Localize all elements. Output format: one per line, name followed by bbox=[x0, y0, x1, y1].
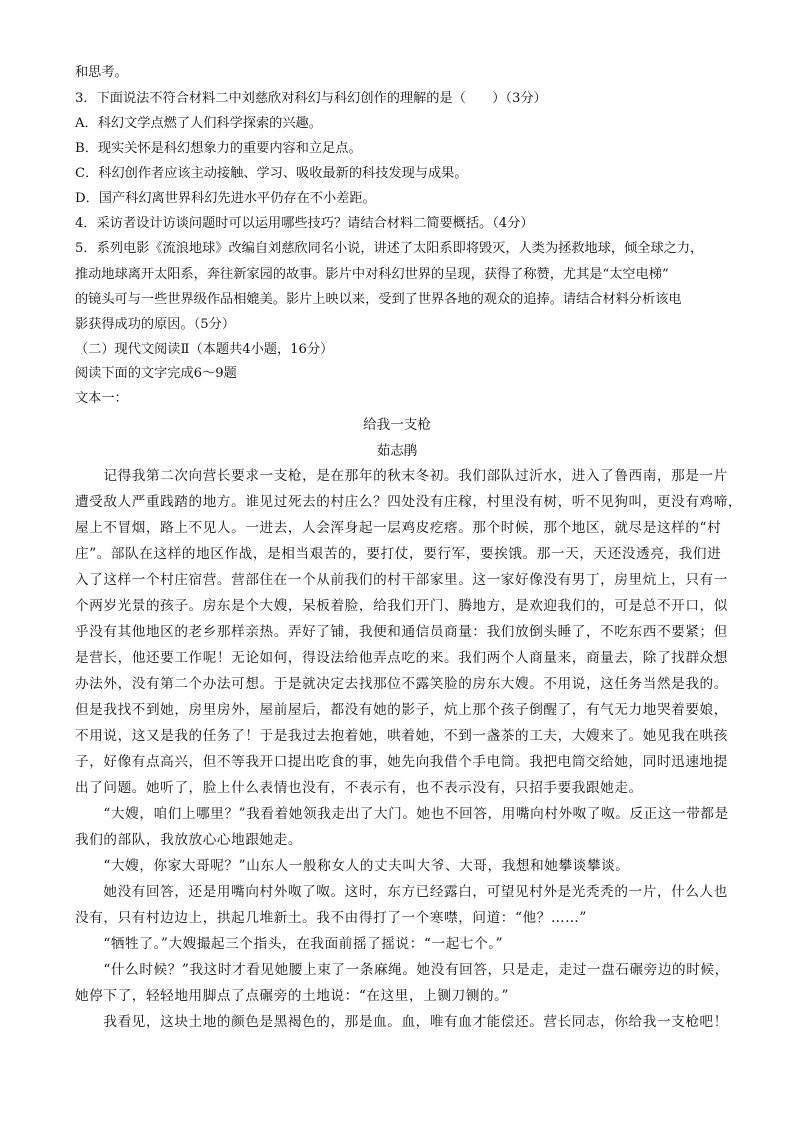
story-line: 乎没有其他地区的老乡那样亲热。弄好了铺，我便和通信员商量：我们放倒头睡了，不吃东西不要紧；但 bbox=[75, 624, 728, 640]
section-heading: （二）现代文阅读Ⅱ（本题共4小题，16分） bbox=[75, 342, 334, 357]
option-a: A．科幻文学点燃了人们科学探索的兴趣。 bbox=[75, 116, 322, 131]
story-line: 她停下了，轻轻地用脚点了点碾旁的土地说：“在这里，上铡刀铡的。” bbox=[75, 988, 510, 1004]
option-b: B．现实关怀是科幻想象力的重要内容和立足点。 bbox=[75, 141, 362, 156]
story-line: 记得我第二次向营长要求一支枪，是在那年的秋末冬初。我们部队过沂水，进入了鲁西南，那是一片 bbox=[75, 468, 728, 484]
story-line: 办法外，没有第二个办法可想。于是就决定去找那位不露笑脸的房东大嫂。不用说，这任务当然是我的。 bbox=[75, 676, 728, 692]
story-line: 庄”。部队在这样的地区作战，是相当艰苦的，要打仗，要行军，要挨饿。那一天，天还没透亮，我们进 bbox=[75, 546, 722, 562]
story-title: 给我一支枪 bbox=[363, 417, 431, 433]
story-line: “牺牲了。”大嫂撮起三个指头，在我面前摇了摇说：“一起七个。” bbox=[75, 936, 504, 952]
story-line: “什么时候？”我这时才看见她腰上束了一条麻绳。她没有回答，只是走，走过一盘石碾旁边的时候， bbox=[75, 962, 729, 978]
option-d: D．国产科幻离世界科幻先进水平仍存在不小差距。 bbox=[75, 191, 376, 206]
story-line: 我们的部队，我放放心心地跟她走。 bbox=[75, 832, 303, 848]
story-line: 是营长，他还要工作呢！无论如何，得设法给他弄点吃的来。我们两个人商量来，商量去，除了找群众想 bbox=[75, 650, 728, 666]
text-line: 和思考。 bbox=[75, 65, 128, 80]
question-3: 3．下面说法不符合材料二中刘慈欣对科幻与科幻创作的理解的是（ ）（3分） bbox=[75, 91, 547, 106]
story-line: 不用说，这又是我的任务了！于是我过去抱着她，哄着她，不到一盏茶的工夫，大嫂来了。她见我在哄孩 bbox=[75, 728, 728, 744]
story-line: 子，好像有点高兴，但不等我开口提出吃食的事，她先向我借个手电筒。我把电筒交给她，同时迅速地提 bbox=[75, 754, 728, 770]
option-c: C．科幻创作者应该主动接触、学习、吸收最新的科技发现与成果。 bbox=[75, 166, 468, 181]
story-line: 但是我找不到她，房里房外，屋前屋后，都没有她的影子，炕上那个孩子倒醒了，有气无力地哭着要娘， bbox=[75, 702, 728, 718]
story-line: 出了问题。她听了，脸上什么表情也没有，不表示有，也不表示没有，只招手要我跟她走。 bbox=[75, 780, 643, 796]
story-line: 入了这样一个村庄宿营。营部住在一个从前我们的村干部家里。这一家好像没有男丁，房里炕上，只有一 bbox=[75, 572, 728, 588]
story-line: 没有，只有村边边上，拱起几堆新土。我不由得打了一个寒噤，问道：“他？……” bbox=[75, 910, 587, 926]
question-4: 4．采访者设计访谈问题时可以运用哪些技巧？请结合材料二简要概括。（4分） bbox=[75, 216, 534, 231]
story-line: 屋上不冒烟，路上不见人。一进去，人会浑身起一层鸡皮疙瘩。那个时候，那个地区，就尽是这样的“村 bbox=[75, 520, 722, 536]
text-label: 文本一： bbox=[75, 391, 128, 406]
story-line: “大嫂，咱们上哪里？”我看着她领我走出了大门。她也不回答，用嘴向村外呶了呶。反正这一带都是 bbox=[75, 806, 729, 822]
story-line: 遭受敌人严重践踏的地方。谁见过死去的村庄么？四处没有庄稼，村里没有树，听不见狗叫，更没有鸡啼， bbox=[75, 494, 743, 510]
text-line: 的镜头可与一些世界级作品相媲美。影片上映以来，受到了世界各地的观众的追捧。请结合材料分析该电 bbox=[75, 292, 682, 307]
text-line: 影获得成功的原因。（5分） bbox=[75, 317, 236, 332]
story-line: “大嫂，你家大哥呢？”山东人一般称女人的丈夫叫大爷、大哥，我想和她攀谈攀谈。 bbox=[75, 858, 630, 874]
question-5: 5．系列电影《流浪地球》改编自刘慈欣同名小说，讲述了太阳系即将毁灭，人类为拯救地球，倾全球之力， bbox=[75, 241, 704, 256]
story-line: 她没有回答，还是用嘴向村外呶了呶。这时，东方已经露白，可望见村外是光秃秃的一片，什么人也 bbox=[75, 884, 728, 900]
text-line: 推动地球离开太阳系，奔往新家园的故事。影片中对科幻世界的呈现，获得了称赞，尤其是“太空电梯” bbox=[75, 267, 669, 282]
story-line: 个两岁光景的孩子。房东是个大嫂，呆板着脸，给我们开门、腾地方，是欢迎我们的，可是总不开口，似 bbox=[75, 598, 728, 614]
story-line: 我看见，这块土地的颜色是黑褐色的，那是血。血，唯有血才能偿还。营长同志，你给我一支枪吧！ bbox=[75, 1014, 728, 1030]
story-author: 茹志鹃 bbox=[376, 443, 418, 459]
instructions: 阅读下面的文字完成6～9题 bbox=[75, 366, 237, 381]
